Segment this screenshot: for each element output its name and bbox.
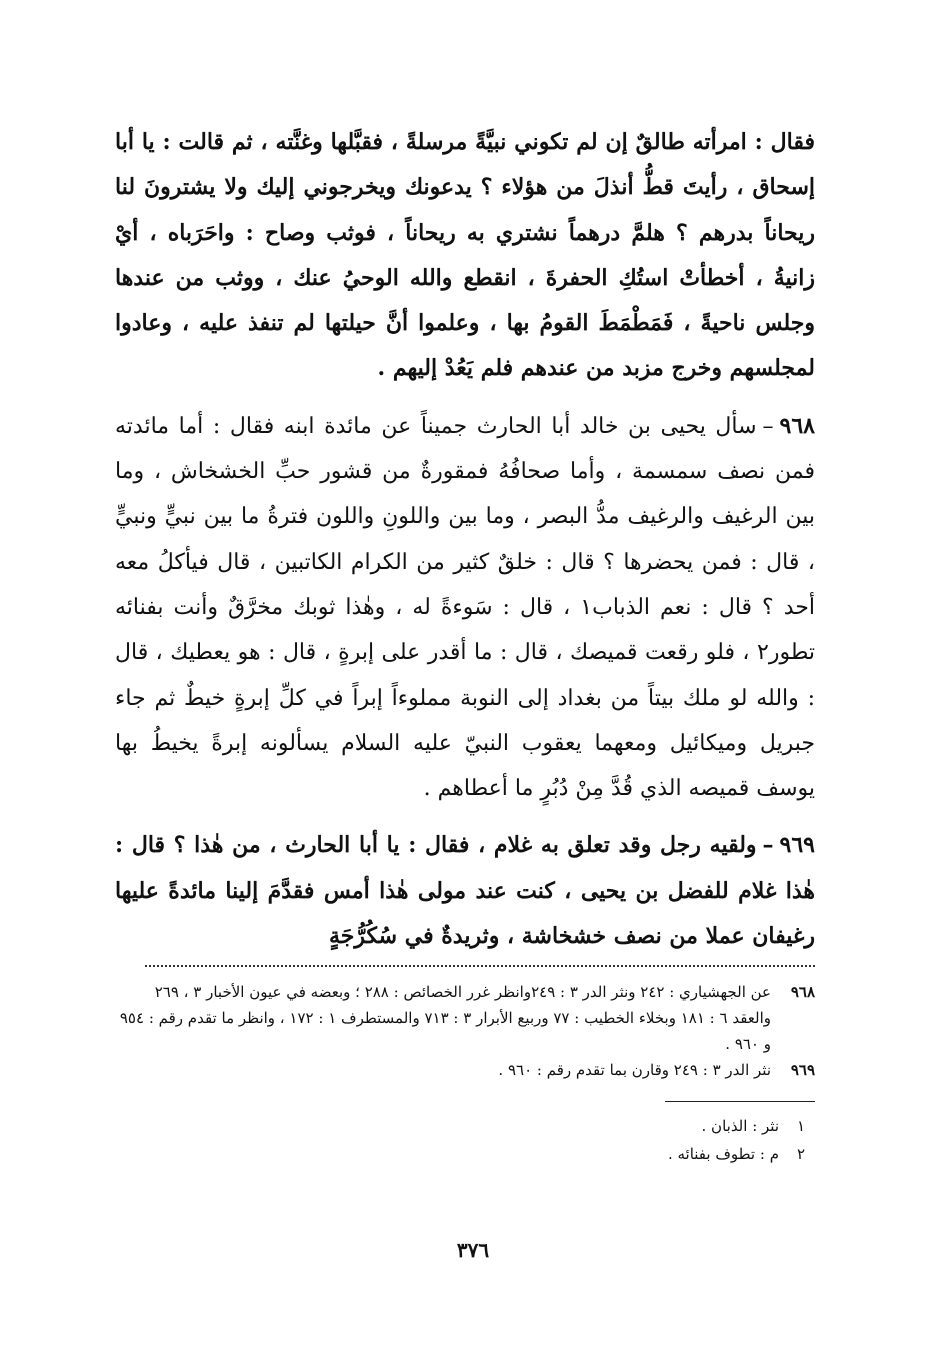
main-text xyxy=(115,120,815,959)
footnote-968 xyxy=(115,979,815,1057)
entry-text-969: ولقيه رجل وقد تعلق به غلام ، فقال : يا أبا الحارث ، من هٰذا ؟ قال : هٰذا غلام للفضل بن يحيى ، كنت عند مولى هٰذا أمس فقدَّمَ إلينا مائدةً عليها رغيفان عملا من نصف خشخاشة ، وثريدةٌ في سُكُرُّجَةٍ xyxy=(115,832,815,950)
note-number: ٢ xyxy=(796,1145,805,1164)
entry-dash: – xyxy=(762,413,774,439)
paragraph-968 xyxy=(115,404,815,812)
footnote-number: ٩٦٩ xyxy=(790,1061,815,1080)
footnote-text: نثر الدر ٣ : ٢٤٩ وقارن بما تقدم رقم : ٩٦٠ . xyxy=(498,1061,771,1080)
entry-number-969: ٩٦٩ xyxy=(779,832,815,859)
page-content xyxy=(115,120,815,1168)
footnote-separator-dotted xyxy=(145,965,815,967)
note-number: ١ xyxy=(796,1117,805,1136)
note-text: نثر : الذبان . xyxy=(701,1117,779,1136)
footnote-text: عن الجهشياري : ٢٤٢ ونثر الدر ٣ : ٢٤٩وانظر غرر الخصائص : ٢٨٨ ؛ وبعضه في عيون الأخبار ٣ ، ٢٦٩ والعقد ٦ : ١٨١ وبخلاء الخطيب : ٧٧ وربيع الأبرار ٣ : ٧١٣ والمستطرف ١ : ١٧٢ ، وانظر ما تقدم رقم : ٩٥٤ و ٩٦٠ . xyxy=(119,983,771,1054)
entry-dash: – xyxy=(762,832,774,859)
paragraph-continuation: فقال : امرأته طالقٌ إن لم تكوني نبيَّةً مرسلةً ، فقبَّلها وغنَّته ، ثم قالت : يا أبا إسحاق ، رأيتَ قطُّ أنذلَ من هؤلاء ؟ يدعونك ويخرجوني إليك ولا يشترونَ لنا ريحاناً بدرهم ؟ هلمَّ درهماً نشتري به ريحاناً ، فوثب وصاح : واحَرَباه ، أيْ زانيةُ ، أخطأتْ استُكِ الحفرةَ ، انقطع والله الوحيُ عنك ، ووثب من عندها وجلس ناحيةً ، فَمَطْمَطَ القومُ بها ، وعلموا أنَّ حيلتها لم تنفذ عليه ، وعادوا لمجلسهم وخرج مزبد من عندهم فلم يَعُدْ إليهم . xyxy=(115,129,815,382)
note-2 xyxy=(115,1140,815,1168)
variant-notes xyxy=(115,1112,815,1168)
entry-text-968: سأل يحيى بن خالد أبا الحارث جميناً عن مائدة ابنه فقال : أما مائدته فمن نصف سمسمة ، وأما صحافُهُ فمقورةٌ من قشور حبِّ الخشخاش ، وما بين الرغيف والرغيف مدُّ البصر ، وما بين واللونِ واللون فترةُ ما بين نبيٍّ ونبيٍّ ، قال : فمن يحضرها ؟ قال : خلقٌ كثير من الكرام الكاتبين ، قال فيأكلُ معه أحد ؟ قال : نعم الذباب١ ، قال : سَوءةً له ، وهٰذا ثوبك مخرَّقٌ وأنت بفنائه تطور٢ ، فلو رقعت قميصك ، قال : ما أقدر على إبرةٍ ، قال : هو يعطيك ، قال : والله لو ملك بيتاً من بغداد إلى النوبة مملوءاً إبراً في كلِّ إبرةٍ خيطٌ ثم جاء جبريل وميكائيل ومعهما يعقوب النبيّ عليه السلام يسألونه إبرةً يخيطُ بها يوسف قميصه الذي قُدَّ مِنْ دُبُرٍ ما أعطاهم . xyxy=(115,413,815,802)
page-number: ٣٧٦ xyxy=(456,1238,490,1262)
footnote-number: ٩٦٨ xyxy=(790,983,815,1002)
paragraph-969 xyxy=(115,823,815,959)
entry-number-968: ٩٦٨ xyxy=(779,412,815,439)
note-1 xyxy=(115,1112,815,1140)
note-text: م : تطوف بفنائه . xyxy=(667,1145,779,1164)
source-footnotes xyxy=(115,979,815,1083)
footnote-969 xyxy=(115,1057,815,1083)
notes-separator-line xyxy=(665,1101,815,1102)
